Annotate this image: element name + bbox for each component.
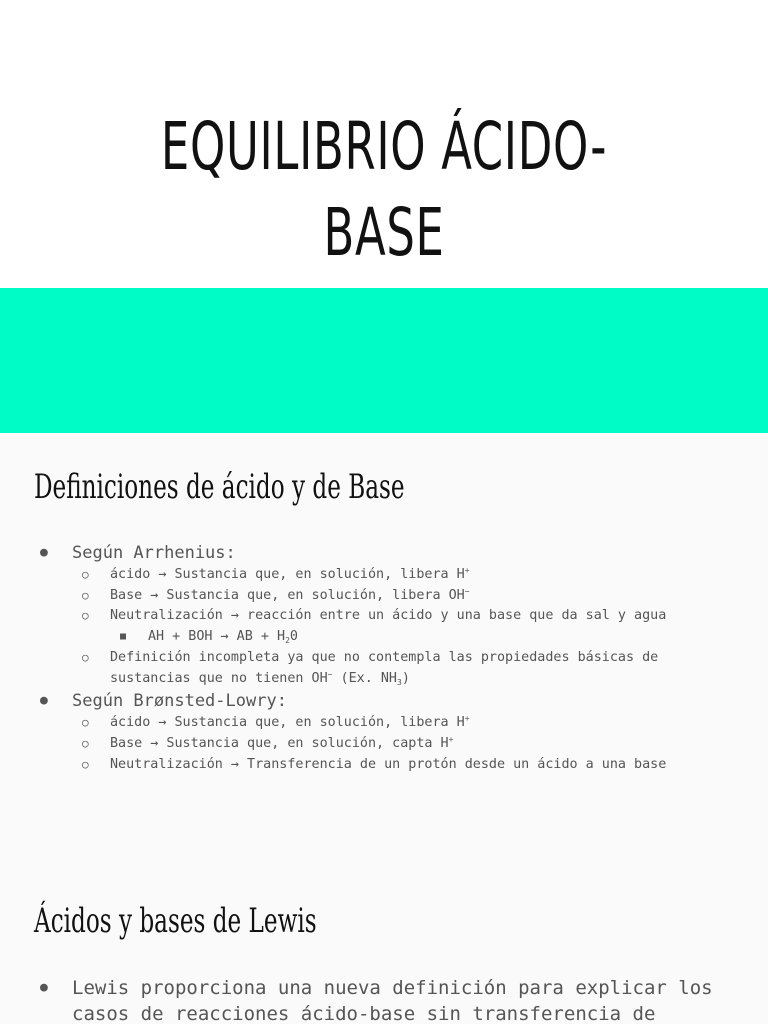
bronsted-base-sup: + (448, 734, 454, 744)
arrhenius-label: Según Arrhenius: (72, 543, 236, 563)
incomplete-sub: 3 (397, 677, 402, 687)
arrhenius-base-text: Base → Sustancia que, en solución, libera OH (110, 587, 465, 603)
definitions-slide (0, 433, 768, 863)
bronsted-acid-sup: + (464, 714, 470, 724)
arrhenius-acid (40, 565, 740, 586)
arrhenius-item (40, 541, 740, 565)
bronsted-item (40, 689, 740, 713)
arrhenius-neutralization (40, 606, 740, 627)
incomplete-text-c: ) (401, 670, 410, 686)
bronsted-neutralization-text: Neutralización → Transferencia de un protón desde un ácido a una base (110, 756, 667, 772)
title-slide (0, 0, 768, 288)
arrhenius-equation (40, 627, 740, 648)
definitions-heading: Definiciones de ácido y de Base (34, 467, 405, 507)
bronsted-base-text: Base → Sustancia que, en solución, capta H (110, 735, 449, 751)
arrhenius-acid-text: ácido → Sustancia que, en solución, libera H (110, 567, 465, 582)
accent-band (0, 288, 768, 433)
main-title: EQUILIBRIO ÁCIDO-BASE (160, 108, 608, 271)
incomplete-sup: − (327, 669, 333, 679)
lewis-heading: Ácidos y bases de Lewis (34, 901, 317, 941)
incomplete-text-b: (Ex. NH (332, 670, 397, 686)
bronsted-label: Según Brønsted-Lowry: (72, 691, 287, 712)
arrhenius-neutralization-text: Neutralización → reacción entre un ácido y una base que da sal y agua (110, 608, 667, 624)
lewis-item (40, 975, 730, 1027)
lewis-list (40, 975, 730, 1027)
arrhenius-acid-sup: + (464, 566, 470, 575)
equation-sub: 2 (285, 636, 290, 646)
incomplete-text-a: Definición incompleta ya que no contempla las propiedades básicas de sustancias que no tienen OH (110, 649, 659, 686)
bronsted-acid-text: ácido → Sustancia que, en solución, libera H (110, 715, 465, 731)
equation-text-b: 0 (289, 629, 298, 645)
lewis-slide (0, 863, 768, 1024)
lewis-text: Lewis proporciona una nueva definición para explicar los casos de reacciones ácido-base sin transferencia de (72, 977, 713, 1025)
arrhenius-incomplete (40, 648, 740, 689)
definitions-list (40, 541, 740, 775)
bronsted-acid (40, 713, 740, 734)
equation-text-a: AH + BOH → AB + H (148, 629, 286, 645)
arrhenius-base (40, 586, 740, 607)
bronsted-base (40, 734, 740, 755)
arrhenius-base-sup: − (464, 586, 470, 596)
bronsted-neutralization (40, 755, 740, 776)
